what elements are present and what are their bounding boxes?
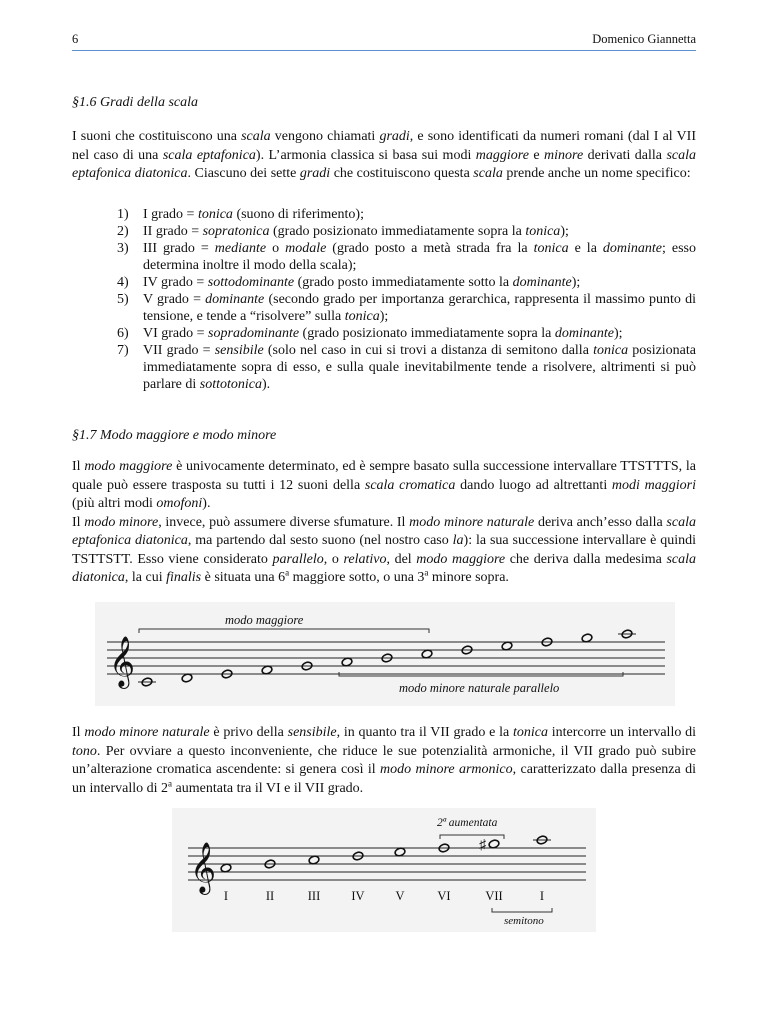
- header-rule: [72, 50, 696, 51]
- figure-background: [95, 602, 675, 706]
- major-mode-paragraph: Il modo maggiore è univocamente determinato, ed è sempre basato sulla successione intervallare TTSTTTS, la quale può essere trasposta su tutti i 12 suoni della scala cromatica dando luogo ad altrettanti modi maggiori (più altri modi omofoni). Il modo minore, invece, può assumere diverse sfumature. Il modo minore naturale deriva anch’esso dalla scala eptafonica diatonica, ma partendo dal sesto suono (nel nostro caso la): la sua successione intervallare è quindi TSTTSTT. Esso viene considerato parallelo, o relativo, del modo maggiore che deriva dalla medesima scala diatonica, la cui finalis è situata una 6$^a$ maggiore sotto, o una 3$^a$ minore sopra.: [72, 459, 696, 585]
- author-name: Domenico Giannetta: [592, 32, 696, 46]
- treble-clef-icon: [190, 843, 216, 895]
- svg-text:𝄞: 𝄞: [190, 843, 217, 892]
- degree-label: I: [539, 889, 545, 903]
- intro-paragraph: I suoni che costituiscono una scala vengono chiamati gradi, e sono identificati da numeri romani (dal I al VII nel caso di una scala eptafonica). L’armonia classica si basa sui modi maggiore e minore derivati dalla scala eptafonica diatonica. Ciascuno dei sette gradi che costituiscono questa scala prende anche un nome specifico:: [72, 129, 697, 181]
- degree-label: VI: [437, 889, 451, 903]
- list-item-number: 2): [117, 224, 129, 239]
- list-item-number: 3): [117, 241, 129, 256]
- degree-label: VII: [485, 889, 503, 903]
- list-item: [117, 223, 696, 240]
- harmonic-minor-figure: [172, 808, 596, 932]
- section-heading-1-7: §1.7 Modo maggiore e modo minore: [72, 428, 277, 443]
- list-item-number: 7): [117, 343, 129, 358]
- list-item-number: 4): [117, 275, 129, 290]
- list-item-text: I grado = tonica (suono di riferimento);: [143, 207, 364, 222]
- page-number: 6: [72, 32, 79, 46]
- list-item-text: VII grado = sensibile (solo nel caso in cui si trovi a distanza di semitono dalla tonica posizionata immediatamente sopra di esso, e sulla quale inevitabilmente tende a risolvere, altrimenti si può parlare di sottotonica).: [143, 343, 696, 392]
- section-heading-1-6: §1.6 Gradi della scala: [72, 95, 198, 110]
- label-aug-second: 2ª aumentata: [437, 817, 498, 829]
- harmonic-minor-paragraph: Il modo minore naturale è privo della sensibile, in quanto tra il VII grado e la tonica intercorre un intervallo di tono. Per ovviare a questo inconveniente, che riduce le sue potenzialità armoniche, il VII grado può subire un’alterazione cromatica ascendente: si genera così il modo minore armonico, caratterizzato dalla presenza di un intervallo di 2$^a$ aumentata tra il VI e il VII grado.: [72, 725, 696, 796]
- label-semitone: semitono: [504, 915, 544, 927]
- sharp-icon: ♯: [479, 838, 486, 853]
- list-item-text: III grado = mediante o modale (grado posto a metà strada fra la tonica e la dominante; esso determina inoltre il modo della scala);: [143, 241, 697, 273]
- label-major: modo maggiore: [225, 613, 304, 627]
- list-item-text: V grado = dominante (secondo grado per importanza gerarchica, rappresenta il massimo punto di tensione, e tende a “risolvere” sulla tonica);: [143, 292, 696, 324]
- list-item-number: 6): [117, 326, 129, 341]
- degree-label: I: [223, 889, 229, 903]
- degree-list: [117, 206, 696, 393]
- list-item: [117, 240, 696, 274]
- list-item: [117, 342, 696, 393]
- degree-label: V: [395, 889, 405, 903]
- svg-text:𝄞: 𝄞: [109, 637, 136, 686]
- list-item: [117, 206, 696, 223]
- degree-label: II: [265, 889, 275, 903]
- list-item-text: II grado = sopratonica (grado posizionato immediatamente sopra la tonica);: [143, 224, 569, 239]
- list-item-number: 1): [117, 207, 129, 222]
- label-minor: modo minore naturale parallelo: [399, 681, 560, 695]
- figure-background: [172, 808, 596, 932]
- list-item: [117, 291, 696, 325]
- degree-label: III: [307, 889, 321, 903]
- page-header: [72, 32, 696, 50]
- list-item: [117, 325, 696, 342]
- list-item-number: 5): [117, 292, 129, 307]
- list-item-text: VI grado = sopradominante (grado posizionato immediatamente sopra la dominante);: [143, 326, 623, 341]
- list-item-text: IV grado = sottodominante (grado posto immediatamente sotto la dominante);: [143, 275, 581, 290]
- major-minor-scale-figure: [95, 602, 675, 706]
- list-item: [117, 274, 696, 291]
- treble-clef-icon: [109, 637, 135, 689]
- degree-label: IV: [351, 889, 365, 903]
